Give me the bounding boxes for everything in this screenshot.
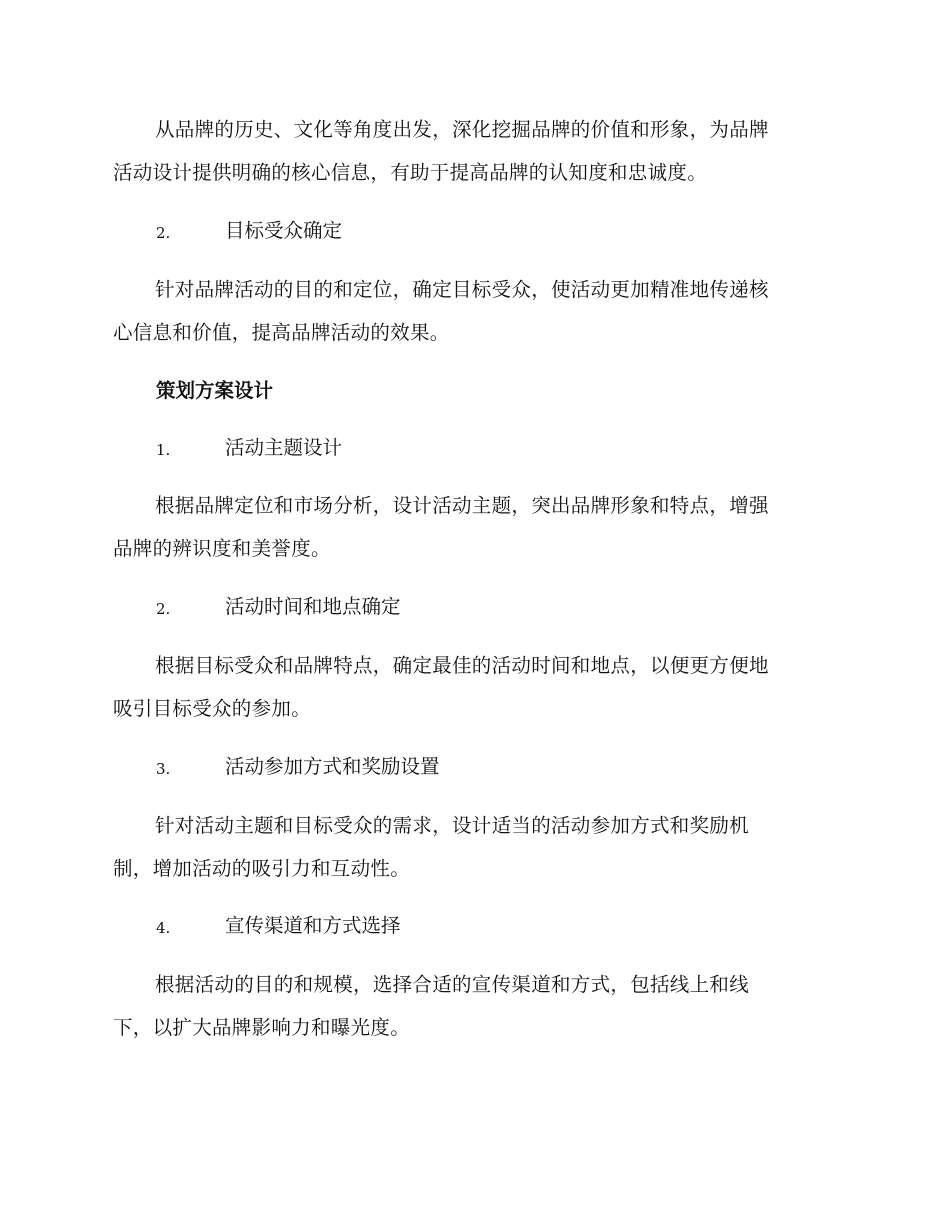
list-item-time-location [113, 592, 833, 622]
paragraph-line: 品牌的辨识度和美誉度。 [113, 537, 331, 560]
list-number: 2. [156, 224, 171, 242]
list-item-label: 活动参加方式和奖励设置 [225, 755, 440, 778]
paragraph-line: 根据活动的目的和规模，选择合适的宣传渠道和方式，包括线上和线 [155, 973, 750, 996]
paragraph-line: 活动设计提供明确的核心信息，有助于提高品牌的认知度和忠诚度。 [113, 161, 708, 184]
list-item-label: 宣传渠道和方式选择 [225, 914, 401, 937]
paragraph-time-location [113, 644, 833, 730]
list-item-label: 目标受众确定 [225, 219, 343, 242]
paragraph-promotion-channels [113, 963, 833, 1049]
list-item-label: 活动时间和地点确定 [225, 595, 401, 618]
list-number: 3. [156, 760, 171, 778]
paragraph-line: 制，增加活动的吸引力和互动性。 [113, 857, 411, 880]
list-item-target-audience [113, 216, 833, 246]
list-item-theme-design [113, 433, 833, 463]
paragraph-target-audience [113, 268, 833, 354]
paragraph-brand-core-info [113, 108, 833, 194]
list-item-promotion-channels [113, 911, 833, 941]
list-number: 2. [156, 600, 171, 618]
section-heading: 策划方案设计 [156, 379, 274, 402]
paragraph-line: 心信息和价值，提高品牌活动的效果。 [113, 321, 450, 344]
list-item-label: 活动主题设计 [225, 436, 343, 459]
paragraph-line: 从品牌的历史、文化等角度出发，深化挖掘品牌的价值和形象，为品牌 [155, 118, 769, 141]
paragraph-line: 吸引目标受众的参加。 [113, 697, 312, 720]
list-item-participation-rewards [113, 752, 833, 782]
paragraph-theme-design [113, 484, 833, 570]
list-number: 4. [156, 919, 171, 937]
paragraph-line: 针对活动主题和目标受众的需求，设计适当的活动参加方式和奖励机 [155, 814, 750, 837]
list-number: 1. [156, 441, 171, 459]
paragraph-line: 根据品牌定位和市场分析，设计活动主题，突出品牌形象和特点，增强 [155, 494, 769, 517]
paragraph-line: 针对品牌活动的目的和定位，确定目标受众，使活动更加精准地传递核 [155, 278, 769, 301]
paragraph-line: 根据目标受众和品牌特点，确定最佳的活动时间和地点，以便更方便地 [155, 654, 769, 677]
paragraph-participation-rewards [113, 804, 833, 890]
paragraph-line: 下，以扩大品牌影响力和曝光度。 [113, 1016, 411, 1039]
